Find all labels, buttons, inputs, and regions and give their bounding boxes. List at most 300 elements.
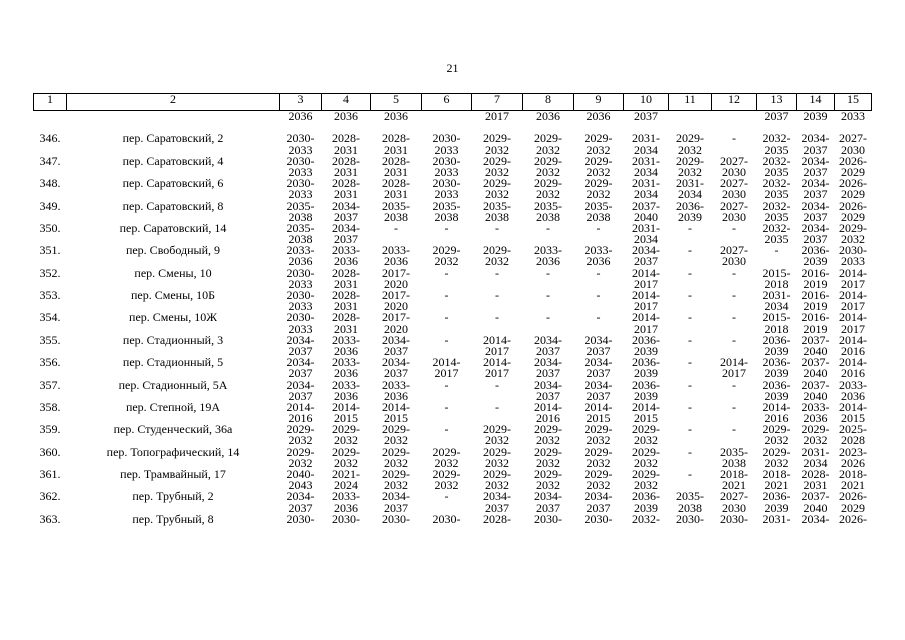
period-start: 2026-	[839, 200, 867, 213]
period-start: 2037-	[801, 334, 830, 347]
year-range-cell	[523, 312, 574, 334]
period-start: 2036-	[632, 379, 660, 392]
table-row	[34, 133, 872, 155]
year-range-cell	[669, 245, 712, 267]
year-range-cell	[835, 335, 872, 357]
year-range-cell	[712, 245, 757, 267]
period-end: 2015	[334, 411, 358, 425]
period-start	[669, 111, 712, 122]
address-cell: пер. Трубный, 8	[132, 513, 214, 526]
period-start: 2027-	[720, 200, 748, 213]
year-range-cell	[322, 133, 371, 155]
period-end: 2029	[841, 209, 865, 223]
year-range-cell	[624, 290, 669, 312]
year-range-cell	[835, 357, 872, 379]
year-range-cell	[797, 268, 835, 290]
period-start: 2014-	[584, 401, 613, 414]
year-range-cell	[712, 223, 757, 245]
year-range-cell	[624, 491, 669, 513]
period-start: 2036-	[632, 357, 660, 370]
period-start: 2034-	[382, 357, 410, 370]
address-cell	[67, 111, 280, 134]
period-end	[835, 122, 872, 133]
period-end	[669, 435, 712, 446]
year-range-cell	[757, 447, 797, 469]
period-start: 2035-	[676, 491, 704, 504]
period-end: 2030	[722, 209, 746, 223]
period-end: 2035	[764, 142, 789, 156]
year-range-cell	[422, 223, 472, 245]
period-end: 2032	[586, 164, 611, 179]
period-end: 2017	[634, 276, 658, 290]
year-range-cell	[835, 491, 872, 513]
year-range-cell	[624, 312, 669, 334]
period-end: 2032	[586, 142, 611, 156]
period-end: 2039	[678, 209, 702, 223]
period-start: 2017	[485, 110, 509, 123]
period-start: 2040-	[286, 469, 315, 481]
period-start: 2034-	[534, 379, 562, 392]
address-cell: пер. Саратовский, 2	[122, 133, 224, 146]
period-end: 2033	[434, 164, 459, 179]
period-start: 2027-	[720, 155, 748, 168]
year-range-cell	[797, 469, 835, 491]
year-range-cell	[322, 223, 371, 245]
row-number: 358.	[39, 401, 61, 414]
year-range-cell	[624, 335, 669, 357]
period-end: 2033	[288, 299, 313, 313]
period-end	[523, 234, 574, 245]
year-range-cell	[797, 357, 835, 379]
year-range-cell	[523, 402, 574, 424]
period-end: 2036	[334, 343, 358, 358]
period-end: 2040	[803, 388, 828, 402]
period-start: 2029-	[534, 178, 562, 191]
period-start: -	[732, 222, 736, 235]
period-end: 2037	[586, 343, 611, 358]
period-end: 2016	[536, 411, 560, 425]
period-start: -	[444, 401, 449, 414]
period-end	[712, 324, 757, 335]
period-start: 2033-	[332, 334, 360, 347]
period-start: -	[444, 491, 449, 504]
address-cell: пер. Топографический, 14	[106, 446, 240, 459]
row-number: 346.	[39, 133, 61, 146]
year-range-cell	[835, 156, 872, 178]
period-end: 2021	[722, 478, 746, 492]
year-range-cell	[574, 290, 624, 312]
period-end: 2036	[288, 254, 313, 268]
period-end	[712, 346, 757, 357]
period-end	[757, 122, 797, 133]
period-end: 2034	[803, 455, 828, 469]
period-end	[712, 435, 757, 446]
year-range-cell	[712, 268, 757, 290]
period-start: -	[688, 290, 692, 302]
period-end: 2032	[586, 187, 611, 201]
period-end: 2034	[634, 232, 658, 246]
period-end: 2017	[634, 299, 658, 313]
year-range-cell	[371, 201, 422, 223]
period-end: 2032	[485, 455, 509, 469]
period-end: 2036	[841, 388, 865, 402]
period-end	[523, 279, 574, 290]
period-end: 2020	[384, 276, 408, 290]
year-range-cell	[280, 312, 322, 334]
period-start: 2028-	[332, 290, 360, 302]
period-start: -	[546, 267, 550, 280]
column-header: 7	[472, 94, 523, 111]
table-row	[34, 201, 872, 223]
period-start: 2029-	[332, 424, 360, 437]
row-number: 355.	[39, 334, 61, 347]
year-range-cell	[797, 111, 835, 134]
period-start: 2030-	[286, 267, 315, 280]
period-start: 2033-	[534, 245, 562, 258]
period-end: 2032	[764, 433, 789, 447]
period-start: 2031-	[762, 513, 791, 526]
period-start: -	[688, 424, 692, 437]
period-start: 2029-	[286, 446, 315, 459]
period-end: 2043	[288, 478, 313, 492]
year-range-cell	[371, 178, 422, 200]
year-range-cell	[669, 357, 712, 379]
year-range-cell	[669, 380, 712, 402]
year-range-cell	[371, 223, 422, 245]
period-start: 2028-	[332, 155, 360, 168]
table-row	[34, 469, 872, 491]
year-range-cell	[574, 335, 624, 357]
period-end: 2019	[803, 299, 828, 313]
period-end: 2024	[334, 478, 358, 492]
period-end: 2030	[722, 164, 746, 179]
year-range-cell	[669, 290, 712, 312]
period-start: 2014-	[839, 267, 867, 280]
year-range-cell	[757, 223, 797, 245]
column-header: 10	[624, 94, 669, 111]
period-start: 2032-	[762, 178, 791, 191]
period-start: 2014-	[632, 312, 660, 325]
period-end: 2018	[764, 276, 789, 290]
period-start: 2035-	[286, 222, 315, 235]
period-end: 2032	[586, 478, 611, 492]
year-range-cell	[669, 111, 712, 134]
period-end: 2038	[288, 209, 313, 223]
period-start: 2036-	[762, 357, 791, 370]
row-number: 352.	[39, 267, 61, 280]
year-range-cell	[624, 447, 669, 469]
period-end: 2036	[334, 366, 358, 380]
period-end	[523, 324, 574, 335]
period-end	[757, 525, 797, 536]
period-end: 2036	[536, 254, 560, 268]
period-end: 2032	[841, 232, 865, 246]
period-end	[472, 413, 523, 424]
period-end	[472, 122, 523, 133]
period-end: 2032	[434, 455, 459, 469]
period-end: 2037	[803, 142, 828, 156]
period-start: 2014-	[286, 401, 315, 414]
period-start: 2029-	[801, 424, 830, 437]
year-range-cell	[835, 111, 872, 134]
row-number: 359.	[39, 424, 61, 437]
period-start: 2017-	[382, 312, 410, 325]
period-start: 2036	[334, 110, 358, 123]
period-end: 2032	[536, 478, 560, 492]
period-end	[523, 301, 574, 312]
year-range-cell	[371, 290, 422, 312]
period-end: 2039	[764, 343, 789, 358]
period-start: 2029-	[286, 424, 315, 437]
year-range-cell	[757, 201, 797, 223]
year-range-cell	[797, 424, 835, 446]
period-start: 2014-	[534, 401, 562, 414]
period-end: 2037	[803, 232, 828, 246]
period-start: 2029-	[432, 245, 461, 258]
period-end	[322, 122, 371, 133]
year-range-cell	[322, 402, 371, 424]
column-header: 4	[322, 94, 371, 111]
year-range-cell	[523, 268, 574, 290]
year-range-cell	[472, 156, 523, 178]
repair-schedule-table	[33, 93, 872, 536]
column-header: 3	[280, 94, 322, 111]
period-start: 2029-	[584, 133, 613, 146]
period-start: 2014-	[839, 334, 867, 347]
year-range-cell	[624, 514, 669, 536]
period-end: 2017	[485, 343, 509, 358]
year-range-cell	[322, 380, 371, 402]
period-start: 2034-	[632, 245, 660, 258]
year-range-cell	[757, 514, 797, 536]
table-row	[34, 223, 872, 245]
year-range-cell	[574, 491, 624, 513]
year-range-cell	[523, 133, 574, 155]
period-end: 2037	[384, 500, 408, 514]
address-cell: пер. Свободный, 9	[125, 245, 221, 258]
period-end: 2016	[841, 366, 865, 380]
period-start: 2035-	[286, 200, 315, 213]
year-range-cell	[280, 133, 322, 155]
period-start: 2034-	[801, 513, 830, 526]
table-row	[34, 447, 872, 469]
address-cell: пер. Смены, 10	[134, 267, 212, 280]
year-range-cell	[422, 469, 472, 491]
period-end: 2034	[634, 187, 658, 201]
period-end: 2017	[841, 299, 865, 313]
period-start: 2034-	[332, 200, 360, 213]
period-start: 2033-	[382, 379, 410, 392]
period-end: 2018	[764, 321, 789, 335]
period-start: 2029-	[762, 424, 791, 437]
year-range-cell	[280, 223, 322, 245]
year-range-cell	[322, 491, 371, 513]
period-end: 2034	[634, 142, 658, 156]
period-start: 2028-	[332, 312, 360, 325]
year-range-cell	[797, 447, 835, 469]
period-end	[712, 391, 757, 402]
period-start: -	[774, 245, 779, 258]
period-end: 2015	[634, 411, 658, 425]
year-range-cell	[624, 178, 669, 200]
period-end: 2035	[764, 164, 789, 179]
period-start: -	[596, 222, 601, 235]
period-start: 2027-	[839, 133, 867, 146]
period-start: 2036-	[676, 200, 704, 213]
year-range-cell	[712, 111, 757, 134]
period-start: 2014-	[839, 290, 867, 302]
year-range-cell	[280, 156, 322, 178]
period-start: -	[732, 334, 736, 347]
period-start: 2037	[764, 110, 789, 123]
year-range-cell	[422, 424, 472, 446]
year-range-cell	[797, 335, 835, 357]
year-range-cell	[523, 245, 574, 267]
column-header: 9	[574, 94, 624, 111]
column-header: 11	[669, 94, 712, 111]
period-end	[371, 234, 422, 245]
period-start: 2028-	[382, 178, 410, 191]
year-range-cell	[835, 223, 872, 245]
year-range-cell	[523, 201, 574, 223]
period-end: 2015	[841, 411, 865, 425]
period-start: 2029-	[534, 469, 562, 481]
period-end	[322, 525, 371, 536]
period-start: 2034-	[801, 178, 830, 191]
year-range-cell	[280, 201, 322, 223]
period-start: 2029-	[483, 178, 511, 191]
period-start: 2029-	[483, 424, 511, 437]
period-end	[472, 234, 523, 245]
year-range-cell	[574, 111, 624, 134]
year-range-cell	[797, 312, 835, 334]
year-range-cell	[322, 335, 371, 357]
period-end: 2038	[288, 232, 313, 246]
period-end: 2021	[764, 478, 789, 492]
period-end: 2036	[334, 500, 358, 514]
period-end	[472, 279, 523, 290]
period-end: 2017	[841, 321, 865, 335]
year-range-cell	[322, 290, 371, 312]
period-end: 2039	[803, 254, 828, 268]
year-range-cell	[757, 156, 797, 178]
year-range-cell	[757, 268, 797, 290]
period-start: 2014-	[432, 357, 461, 370]
period-start: 2031-	[632, 155, 660, 168]
period-end	[422, 391, 472, 402]
year-range-cell	[422, 133, 472, 155]
period-start: 2014-	[762, 401, 791, 414]
period-start: -	[688, 379, 692, 392]
year-range-cell	[574, 268, 624, 290]
period-end	[422, 234, 472, 245]
period-start: 2029-	[584, 178, 613, 191]
period-end: 2038	[586, 209, 611, 223]
year-range-cell	[574, 357, 624, 379]
row-number: 348.	[39, 178, 61, 191]
period-start: 2034-	[483, 491, 511, 504]
period-start: 2016-	[801, 290, 830, 302]
year-range-cell	[712, 469, 757, 491]
period-end: 2032	[634, 455, 658, 469]
period-end: 2029	[841, 187, 865, 201]
period-end	[574, 301, 624, 312]
period-start: 2028-	[382, 133, 410, 146]
period-end: 2016	[288, 411, 313, 425]
year-range-cell	[797, 201, 835, 223]
year-range-cell	[757, 424, 797, 446]
period-end: 2037	[536, 388, 560, 402]
year-range-cell	[472, 335, 523, 357]
period-start: 2036	[384, 110, 408, 123]
year-range-cell	[523, 424, 574, 446]
period-end: 2038	[384, 209, 408, 223]
year-range-cell	[371, 424, 422, 446]
period-start: 2027-	[720, 245, 748, 258]
period-start: 2034-	[801, 222, 830, 235]
period-start: 2033	[841, 110, 865, 123]
period-start: 2036	[586, 110, 611, 123]
year-range-cell	[280, 178, 322, 200]
address-cell: пер. Трамвайный, 17	[120, 469, 226, 481]
period-start: 2033-	[332, 245, 360, 258]
period-end: 2031	[384, 164, 408, 179]
column-header: 14	[797, 94, 835, 111]
period-start: 2035-	[432, 200, 461, 213]
period-end	[712, 122, 757, 133]
year-range-cell	[422, 402, 472, 424]
table-row	[34, 491, 872, 513]
year-range-cell	[371, 335, 422, 357]
year-range-cell	[371, 357, 422, 379]
year-range-cell	[422, 312, 472, 334]
year-range-cell	[712, 133, 757, 155]
period-end: 2030	[722, 187, 746, 201]
period-end	[669, 391, 712, 402]
period-end: 2031	[334, 276, 358, 290]
year-range-cell	[669, 491, 712, 513]
period-start: 2036-	[762, 379, 791, 392]
period-end: 2037	[384, 366, 408, 380]
year-range-cell	[757, 380, 797, 402]
row-number: 349.	[39, 200, 61, 213]
period-start: -	[688, 312, 692, 325]
period-end: 2037	[586, 388, 611, 402]
year-range-cell	[280, 402, 322, 424]
period-start: -	[688, 357, 692, 370]
period-end	[757, 256, 797, 267]
period-start: 2032-	[632, 513, 660, 526]
period-start: -	[495, 290, 499, 302]
period-end: 2037	[384, 343, 408, 358]
period-start: 2018-	[762, 469, 791, 481]
period-end: 2038	[485, 209, 509, 223]
year-range-cell	[574, 201, 624, 223]
period-start: 2018-	[720, 469, 748, 481]
period-end	[422, 525, 472, 536]
period-start: 2035-	[483, 200, 511, 213]
period-start: -	[546, 222, 550, 235]
period-start: 2028-	[332, 178, 360, 191]
period-end: 2039	[634, 343, 658, 358]
year-range-cell	[835, 447, 872, 469]
period-start: 2028-	[332, 267, 360, 280]
period-end: 2016	[841, 343, 865, 358]
period-start: -	[732, 401, 736, 414]
period-start: -	[495, 267, 499, 280]
period-start: 2034-	[382, 491, 410, 504]
period-end: 2031	[384, 142, 408, 156]
